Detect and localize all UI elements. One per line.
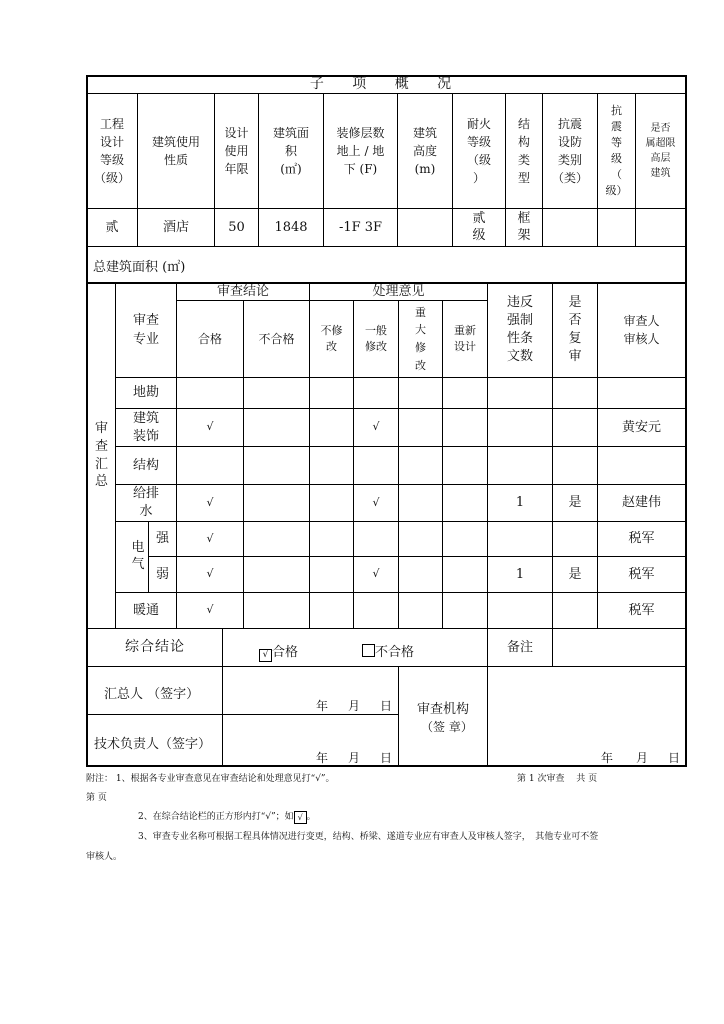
cell-reviewer[interactable]: 赵建伟 <box>621 495 661 511</box>
cell-recheck[interactable] <box>553 378 597 408</box>
specialty-name: 弱 <box>155 566 169 582</box>
note-line-3b: 审核人。 <box>86 852 123 862</box>
cell-fail[interactable] <box>244 378 309 408</box>
agency-seal: （签 章） <box>421 720 473 734</box>
value-building-area: 1848 <box>274 219 308 235</box>
header-fire-rating: 耐火 等级 （级 ） <box>466 117 491 185</box>
cell-violations[interactable] <box>488 447 552 484</box>
summarizer-date-year: 年 <box>316 699 329 713</box>
total-area-label: 总建筑面积 (㎡) <box>93 260 186 275</box>
cell-no-change[interactable] <box>310 378 353 408</box>
electric-group-label: 电 气 <box>131 540 145 572</box>
cell-violations[interactable] <box>488 522 552 556</box>
value-seismic-class <box>543 209 597 246</box>
specialty-name: 地勘 <box>132 385 159 401</box>
cell-fail[interactable] <box>244 447 309 484</box>
header-major-change: 重 大 修 改 <box>415 305 426 372</box>
cell-major[interactable] <box>399 447 442 484</box>
cell-general[interactable] <box>354 447 398 484</box>
cell-violations[interactable] <box>488 593 552 628</box>
note-line-1: 附注： 1、根据各专业审查意见在审查结论和处理意见打“√”。 <box>86 774 335 784</box>
cell-general[interactable]: √ <box>372 420 380 434</box>
cell-pass[interactable]: √ <box>206 567 214 581</box>
header-reviewer: 审查人 审核人 <box>623 314 660 346</box>
value-over-limit <box>636 209 685 246</box>
cell-major[interactable] <box>399 409 442 446</box>
tech-lead-date-day: 日 <box>380 751 393 765</box>
agency-date-year: 年 <box>601 751 614 765</box>
specialty-name: 暖通 <box>132 602 159 618</box>
cell-redesign[interactable] <box>443 557 487 592</box>
specialty-name: 强 <box>155 531 169 547</box>
header-review-conclusion: 审查结论 <box>216 283 269 299</box>
cell-redesign[interactable] <box>443 485 487 521</box>
tech-lead-date-month: 月 <box>348 751 361 765</box>
cell-violations[interactable] <box>488 409 552 446</box>
cell-recheck[interactable] <box>553 409 597 446</box>
cell-fail[interactable] <box>244 485 309 521</box>
cell-redesign[interactable] <box>443 522 487 556</box>
note-checkbox-example: √ <box>294 811 307 824</box>
header-specialty: 审查 专业 <box>132 312 159 347</box>
cell-general[interactable] <box>354 522 398 556</box>
value-building-use: 酒店 <box>162 219 189 235</box>
cell-reviewer[interactable] <box>598 447 685 484</box>
note-line-1b: 第 页 <box>86 793 107 803</box>
value-building-height <box>398 209 452 246</box>
cell-pass[interactable]: √ <box>206 531 214 545</box>
cell-general[interactable]: √ <box>372 567 380 581</box>
header-structure-type: 结 构 类 型 <box>517 117 530 185</box>
value-floors: -1F 3F <box>338 219 383 235</box>
cell-major[interactable] <box>399 485 442 521</box>
header-service-life: 设计 使用 年限 <box>224 126 249 176</box>
cell-no-change[interactable] <box>310 522 353 556</box>
cell-major[interactable] <box>399 522 442 556</box>
cell-fail[interactable] <box>244 593 309 628</box>
cell-recheck[interactable] <box>553 593 597 628</box>
header-seismic-class: 抗震 设防 类别 （类） <box>551 117 588 185</box>
header-building-use: 建筑使用 性质 <box>151 135 200 167</box>
header-no-change: 不修 改 <box>320 323 343 353</box>
agency-label: 审查机构 <box>417 702 470 717</box>
fail-checkbox[interactable] <box>362 644 375 657</box>
review-count: 第 1 次审查 共 页 <box>517 774 598 784</box>
header-pass: 合格 <box>197 332 222 346</box>
header-building-area: 建筑面 积 (㎡) <box>272 126 309 176</box>
cell-pass[interactable]: √ <box>206 420 214 434</box>
cell-fail[interactable] <box>244 409 309 446</box>
cell-no-change[interactable] <box>310 409 353 446</box>
header-fail: 不合格 <box>258 332 295 346</box>
cell-violations[interactable]: 1 <box>515 495 525 511</box>
cell-pass[interactable]: √ <box>206 495 214 509</box>
header-floors: 装修层数 地上 / 地 下 (F) <box>336 126 385 176</box>
cell-pass[interactable] <box>177 447 243 484</box>
cell-no-change[interactable] <box>310 485 353 521</box>
cell-no-change[interactable] <box>310 593 353 628</box>
summarizer-date-day: 日 <box>380 699 393 713</box>
pass-option-label: 合格 <box>272 645 299 660</box>
header-handling: 处理意见 <box>372 283 425 299</box>
remark-label: 备注 <box>506 639 533 655</box>
cell-reviewer[interactable]: 黄安元 <box>621 419 661 435</box>
agency-date-day: 日 <box>668 751 681 765</box>
note-line-2-end: 。 <box>306 812 316 822</box>
cell-redesign[interactable] <box>443 593 487 628</box>
cell-no-change[interactable] <box>310 557 353 592</box>
pass-checkbox[interactable]: √ <box>259 649 272 662</box>
header-recheck: 是 否 复 审 <box>568 294 582 365</box>
cell-reviewer[interactable] <box>598 378 685 408</box>
header-building-height: 建筑 高度 (m) <box>412 126 437 176</box>
fail-option-label: 不合格 <box>375 645 415 660</box>
cell-recheck[interactable] <box>553 522 597 556</box>
specialty-name: 结构 <box>132 457 159 473</box>
header-redesign: 重新 设计 <box>454 323 476 353</box>
cell-major[interactable] <box>399 378 442 408</box>
cell-recheck[interactable]: 是 <box>568 495 582 511</box>
value-service-life: 50 <box>228 219 245 235</box>
summarizer-date-month: 月 <box>348 699 361 713</box>
cell-fail[interactable] <box>244 522 309 556</box>
remark-value[interactable] <box>553 629 685 666</box>
cell-violations[interactable] <box>488 378 552 408</box>
cell-redesign[interactable] <box>443 409 487 446</box>
fail-option[interactable] <box>362 641 414 660</box>
cell-pass[interactable]: √ <box>206 603 214 617</box>
cell-general[interactable]: √ <box>372 495 380 509</box>
summarizer-label: 汇总人 （签字） <box>104 687 200 702</box>
pass-option[interactable] <box>259 641 298 662</box>
section-title: 子 项 概 况 <box>309 75 464 92</box>
cell-fail[interactable] <box>244 557 309 592</box>
cell-general[interactable] <box>354 593 398 628</box>
cell-major[interactable] <box>399 593 442 628</box>
overall-conclusion-label: 综合结论 <box>125 639 185 655</box>
header-violations: 违反 强制 性条 文数 <box>506 294 533 365</box>
header-general-change: 一般 修改 <box>365 323 387 353</box>
tech-lead-label: 技术负责人（签字） <box>94 737 212 752</box>
note-line-2-text: 2、在综合结论栏的正方形内打“√”；如 <box>138 812 294 822</box>
note-line-2 <box>138 809 316 824</box>
cell-reviewer[interactable]: 税军 <box>628 566 655 582</box>
header-seismic-grade: 抗 震 等 级 （ 级） <box>605 104 628 197</box>
agency-date-month: 月 <box>636 751 649 765</box>
review-summary-side-label: 审 查 汇 总 <box>94 421 108 490</box>
cell-general[interactable] <box>354 378 398 408</box>
header-over-limit: 是否 属超限 高层 建筑 <box>645 123 676 179</box>
cell-violations[interactable]: 1 <box>515 566 525 582</box>
cell-redesign[interactable] <box>443 447 487 484</box>
cell-reviewer[interactable]: 税军 <box>628 602 655 618</box>
cell-reviewer[interactable]: 税军 <box>628 531 655 547</box>
cell-recheck[interactable]: 是 <box>568 566 582 582</box>
header-design-grade: 工程 设计 等级 （级） <box>93 117 130 185</box>
note-line-3: 3、审查专业名称可根据工程具体情况进行变更，结构、桥梁、遂道专业应有审查人及审核人签字， 其他专业可不签 <box>138 832 599 842</box>
cell-no-change[interactable] <box>310 447 353 484</box>
specialty-name: 给排 水 <box>132 486 159 519</box>
tech-lead-date-year: 年 <box>316 751 329 765</box>
value-design-grade: 贰 <box>105 219 119 235</box>
cell-major[interactable] <box>399 557 442 592</box>
value-seismic-grade <box>598 209 635 246</box>
cell-redesign[interactable] <box>443 378 487 408</box>
value-fire-rating: 贰 级 <box>472 210 486 243</box>
specialty-name: 建筑 装饰 <box>132 410 159 444</box>
value-structure-type: 框 架 <box>517 210 531 243</box>
cell-recheck[interactable] <box>553 447 597 484</box>
cell-pass[interactable] <box>177 378 243 408</box>
